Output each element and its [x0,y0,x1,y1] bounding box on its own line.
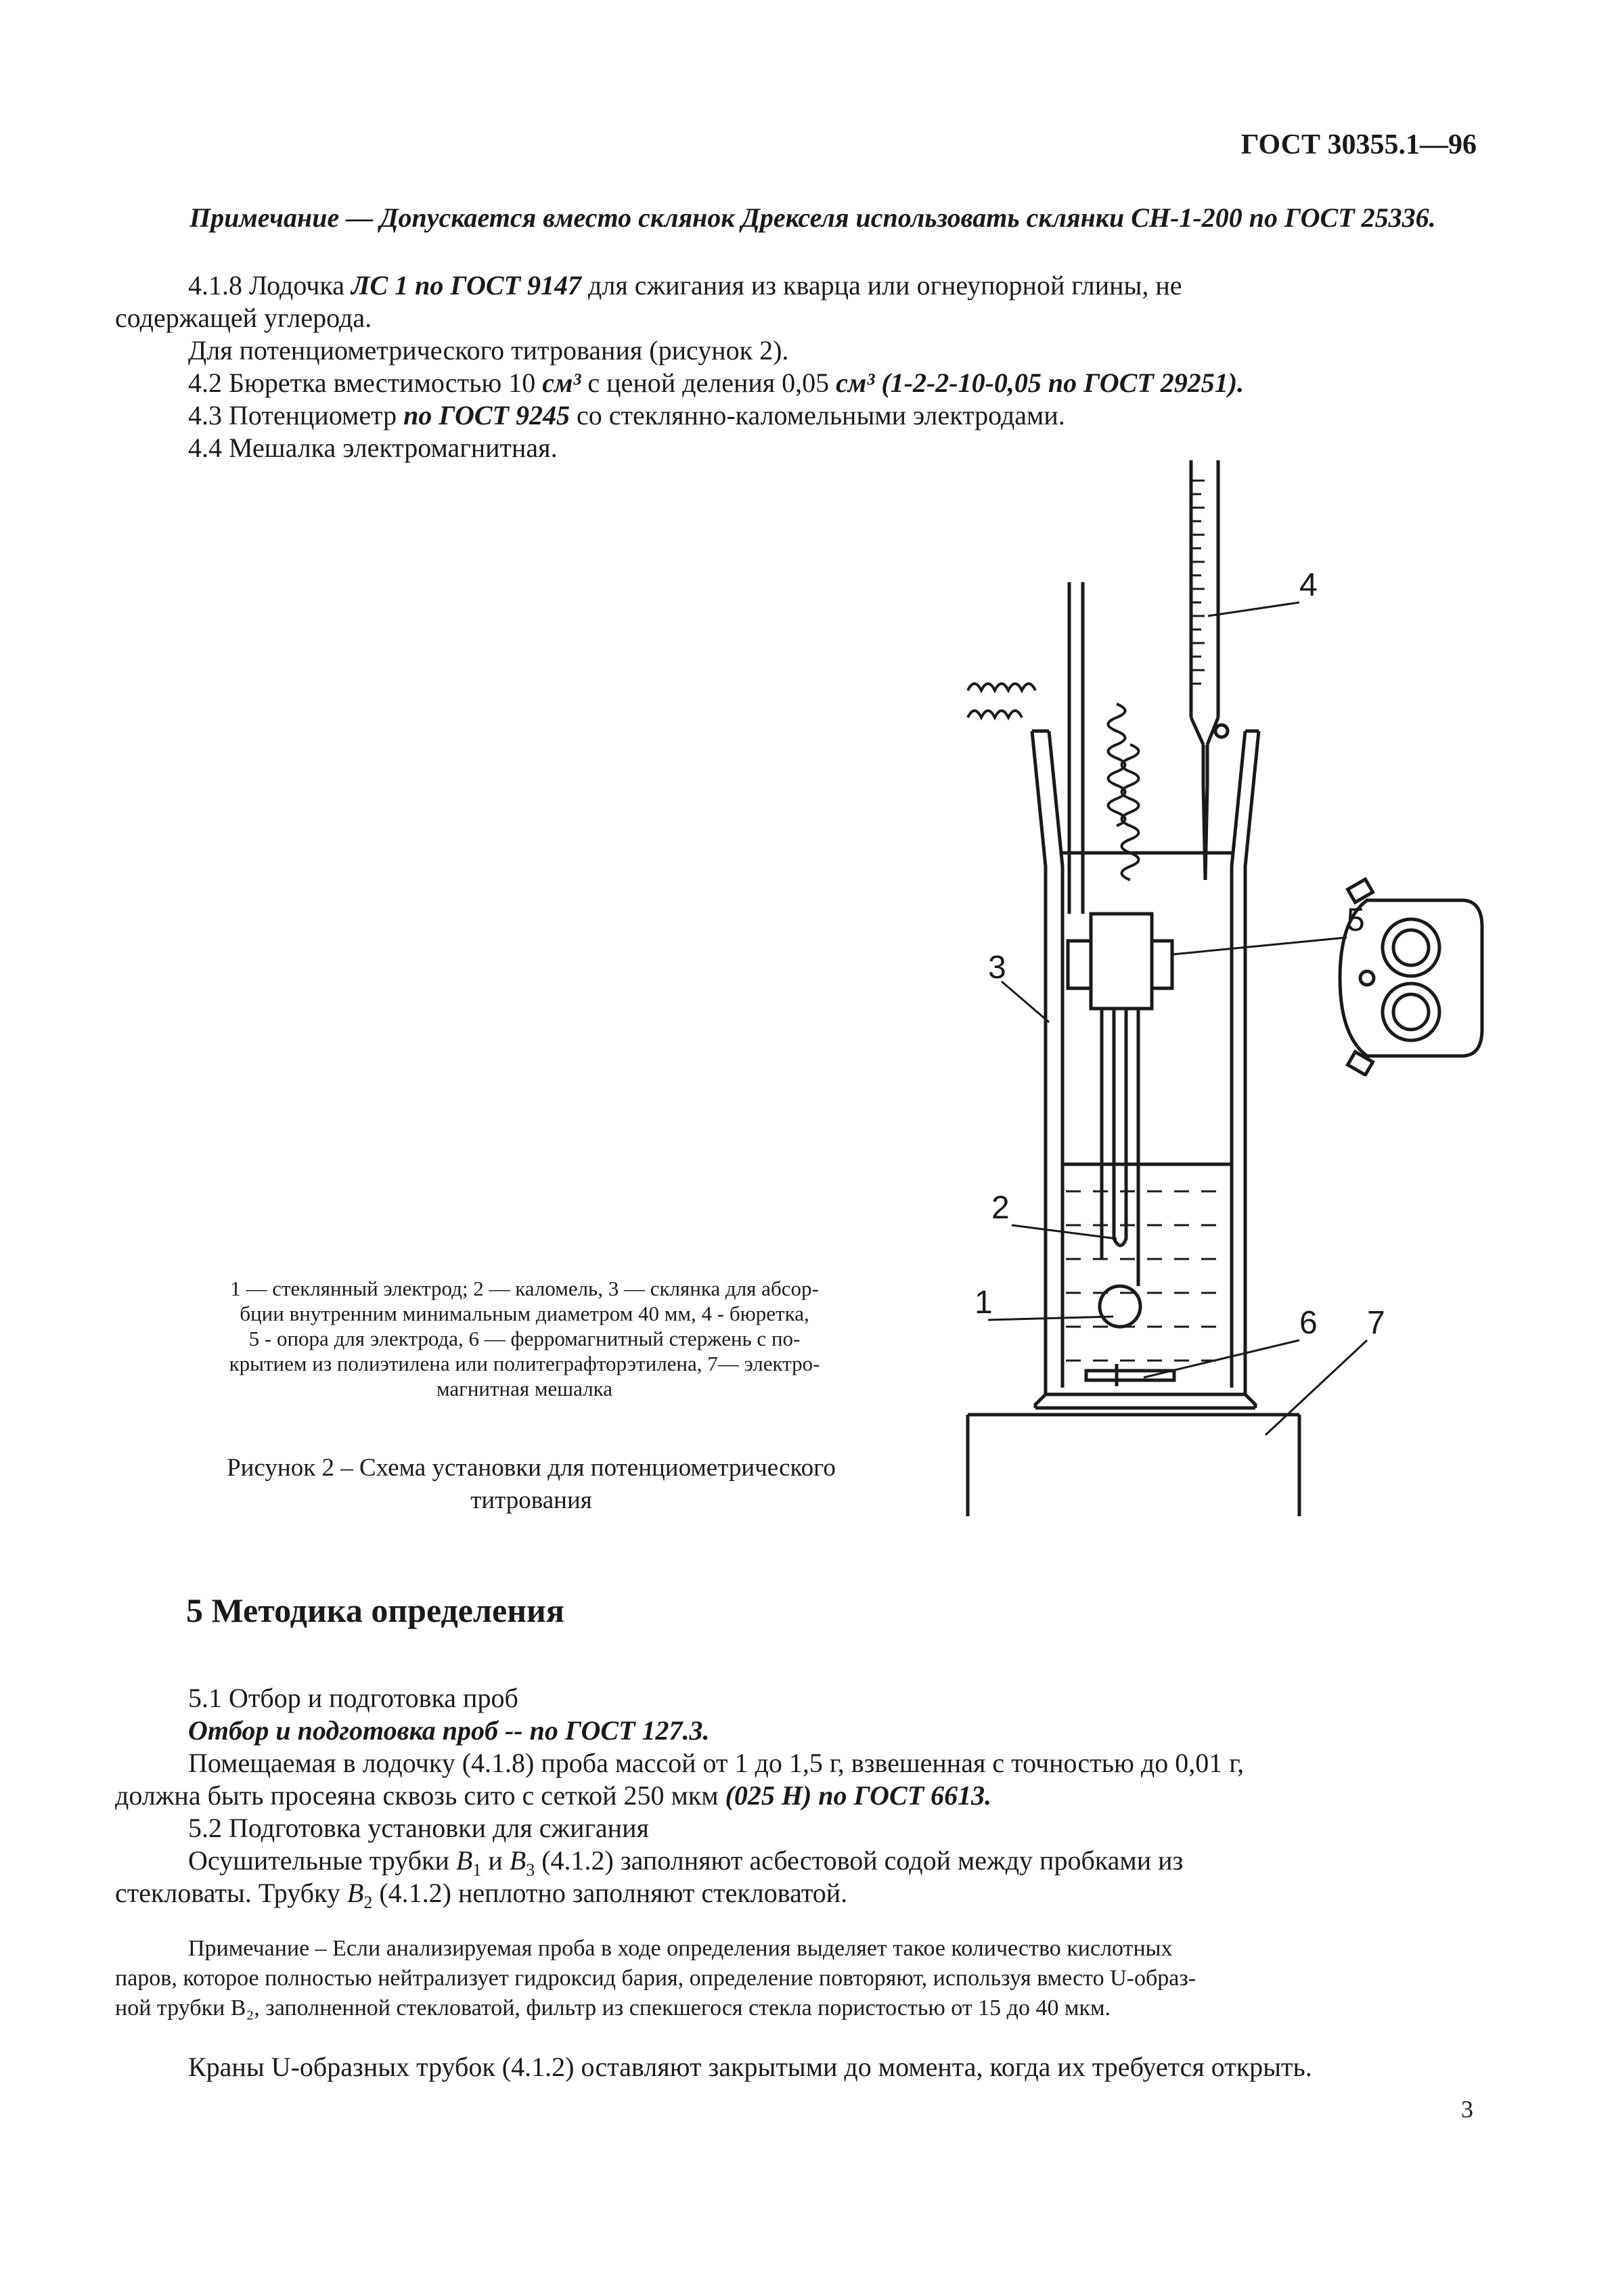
final-paragraph: Краны U-образных трубок (4.1.2) оставляют закрытыми до момента, когда их требуется открыть. [188,2052,1312,2082]
para-5-2-heading: 5.2 Подготовка установки для сжигания [188,1813,649,1843]
potentio-intro: Для потенциометрического титрования (рисунок 2). [188,335,789,366]
stir-bar [1086,1364,1174,1386]
para-5-2-line1: Осушительные трубки $B_1$ и $B_3$ (4.1.2) заполняют асбестовой содой между пробками из [188,1845,1184,1880]
para-5-1-heading: 5.1 Отбор и подготовка проб [188,1683,518,1713]
electrode-holder-detail [1326,873,1489,1076]
note-2-line2: паров, которое полностью нейтрализует гидроксид бария, определение повторяют, используя вместо U-образ- [115,1966,1196,1991]
figure-label-2: 2 [991,1190,1010,1226]
figure-label-7: 7 [1367,1305,1385,1341]
burette [1191,460,1228,880]
para-4-2: 4.2 Бюретка вместимостью 10 см³ с ценой деления 0,05 см³ (1-2-2-10-0,05 по ГОСТ 29251). [188,368,1245,398]
document-header: ГОСТ 30355.1—96 [1240,129,1477,160]
magnetic-stirrer [968,1415,1299,1516]
para-5-2-line2: стекловаты. Трубку $B_2$ (4.1.2) неплотно заполняют стекловатой. [115,1878,848,1912]
para-5-1-line2: должна быть просеяна сквозь сито с сеткой 250 мкм (025 Н) по ГОСТ 6613. [115,1780,992,1811]
figure-title: Рисунок 2 – Схема установки для потенциометрического титрования [227,1454,836,1514]
figure-caption: 1 — стеклянный электрод; 2 — каломель, 3 — склянка для абсор- бции внутренним минимальным диаметром 40 мм, 4 - бюретка, 5 - опора для электрода, 6 — ферромагнитный стержень с по- крытием из полиэтилена или политеграфторэтилена, 7— электро- магнитная мешалка [229,1277,820,1400]
para-4-1-8: 4.1.8 Лодочка ЛС 1 по ГОСТ 9147 для сжигания из кварца или огнеупорной глины, не [188,270,1182,301]
page-number: 3 [1461,2096,1473,2123]
para-4-4: 4.4 Мешалка электромагнитная. [188,433,558,463]
note-2-line3: ной трубки B₂, заполненной стекловатой, фильтр из спекшегося стекла пористостью от 15 до 40 мкм. [115,1995,1111,2021]
note-drexel: Примечание — Допускается вместо склянок Дрекселя использовать склянки СН-1-200 по ГОСТ 25336. [189,202,1436,233]
absorption-flask [1032,731,1259,1408]
para-4-1-8-cont: содержащей углерода. [115,303,372,333]
para-4-3: 4.3 Потенциометр по ГОСТ 9245 со стеклянно-каломельными электродами. [188,400,1065,430]
para-5-1-line1: Помещаемая в лодочку (4.1.8) проба массой от 1 до 1,5 г, взвешенная с точностью до 0,01 г, [188,1748,1245,1778]
figure-label-6: 6 [1299,1305,1318,1341]
figure-label-4: 4 [1299,567,1318,603]
figure-label-1: 1 [975,1285,993,1321]
para-5-1-ref: Отбор и подготовка проб -- по ГОСТ 127.3. [188,1715,710,1746]
figure-label-3: 3 [988,950,1006,986]
note-2-line1: Примечание – Если анализируемая проба в ходе определения выделяет такое количество кислотных [188,1936,1173,1961]
figure-label-5: 5 [1347,902,1365,938]
section-5-title: 5 Методика определения [186,1591,564,1629]
